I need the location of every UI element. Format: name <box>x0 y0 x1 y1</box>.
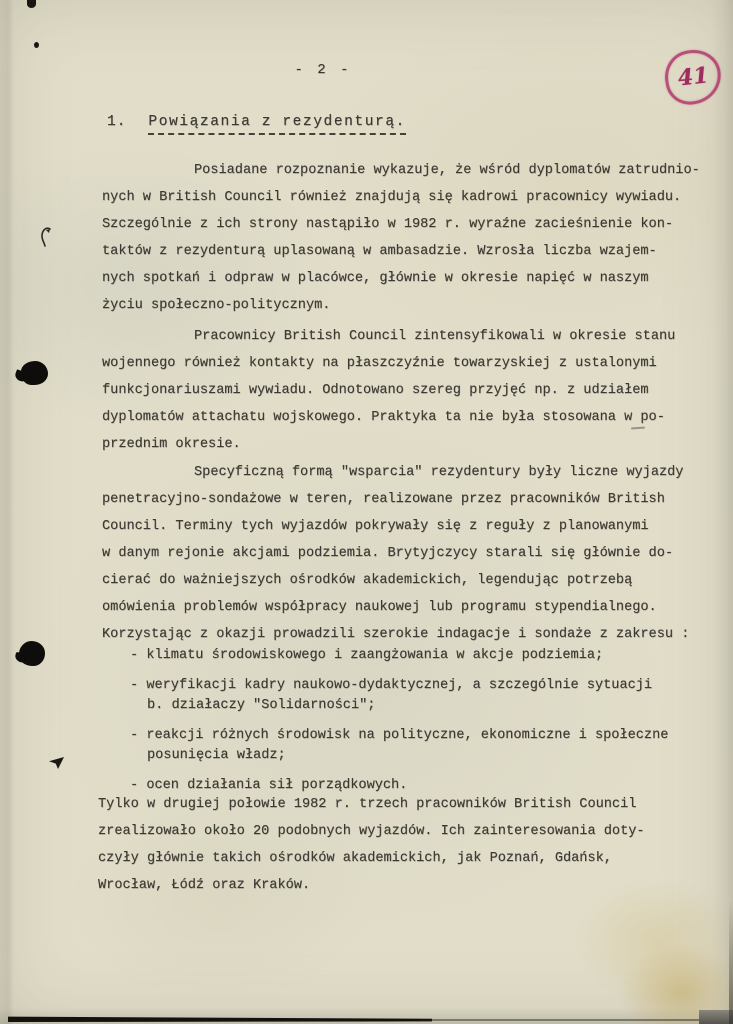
text-line: czyły głównie takich ośrodków akademickich, jak Poznań, Gdańsk, <box>98 851 612 866</box>
paragraph-1 <box>102 157 702 319</box>
text-line: - ocen działania sił porządkowych. <box>130 778 408 793</box>
bullet-list <box>130 646 710 806</box>
text-line: Szczególnie z ich strony nastąpiło w 1982 r. wyraźne zacieśnienie kon- <box>102 217 674 232</box>
text-line: Specyficzną formą "wsparcia" rezydentury były liczne wyjazdy <box>194 465 684 480</box>
text-line: Korzystając z okazji prowadzili szerokie indagacje i sondaże z zakresu : <box>102 627 690 642</box>
text-line: dyplomatów attachatu wojskowego. Praktyka ta nie była stosowana w po- <box>102 410 665 425</box>
text-line: b. działaczy "Solidarności"; <box>147 698 376 713</box>
archive-stamp-number: 41 <box>676 62 710 92</box>
text-line: w danym rejonie akcjami podziemia. Brytyjczycy starali się głównie do- <box>102 546 674 561</box>
section-number: 1. <box>107 114 127 130</box>
text-line: posunięcia władz; <box>147 748 286 763</box>
ink-speck <box>27 0 36 8</box>
list-item <box>130 726 710 766</box>
ink-blot <box>21 361 48 385</box>
text-line: - reakcji różnych środowisk na polityczne, ekonomiczne i społeczne <box>130 728 669 743</box>
text-line: penetracyjno-sondażowe w teren, realizowane przez pracowników British <box>102 492 665 507</box>
scan-corner-shadow <box>699 1010 733 1024</box>
paragraph-2 <box>102 323 702 458</box>
page-number: - 2 - <box>294 62 352 78</box>
margin-arrow-mark <box>49 757 64 769</box>
ink-blot <box>19 641 45 666</box>
section-heading <box>107 114 406 135</box>
text-line: zrealizowało około 20 podobnych wyjazdów. Ich zainteresowania doty- <box>98 824 645 839</box>
text-line: nych spotkań i odpraw w placówce, głównie w okresie napięć w naszym <box>102 271 649 286</box>
closing-paragraph <box>98 791 698 899</box>
text-line: nych w British Council również znajdują się kadrowi pracownicy wywiadu. <box>102 190 682 205</box>
text-line: - klimatu środowiskowego i zaangżowania w akcje podziemia; <box>130 648 604 663</box>
section-title: Powiązania z rezydenturą. <box>148 114 406 135</box>
text-line: Tylko w drugiej połowie 1982 r. trzech pracowników British Council <box>98 797 637 812</box>
text-line: - weryfikacji kadry naukowo-dydaktycznej, a szczególnie sytuacji <box>130 678 653 693</box>
text-line: wojennego również kontakty na płaszczyźnie towarzyskiej z ustalonymi <box>102 356 657 371</box>
list-item <box>130 676 710 716</box>
margin-pen-mark <box>36 227 56 258</box>
ink-speck <box>34 42 39 48</box>
text-line: Council. Terminy tych wyjazdów pokrywały się z reguły z planowanymi <box>102 519 649 534</box>
text-line: przednim okresie. <box>102 437 241 452</box>
scan-edge-shadow <box>729 900 733 1024</box>
text-line: życiu społeczno-politycznym. <box>102 298 331 313</box>
text-line: Pracownicy British Council zintensyfikowali w okresie stanu <box>194 329 676 344</box>
text-line: taktów z rezydenturą uplasowaną w ambasadzie. Wzrosła liczba wzajem- <box>102 244 657 259</box>
scan-edge-band <box>8 1016 432 1022</box>
text-line: Wrocław, Łódź oraz Kraków. <box>98 878 311 893</box>
archive-stamp-circle <box>661 46 726 109</box>
list-item <box>130 646 710 666</box>
text-line: omówienia problemów współpracy naukowej lub programu stypendialnego. <box>102 600 657 615</box>
text-line: Posiadane rozpoznanie wykazuje, że wśród dyplomatów zatrudnio- <box>194 163 700 178</box>
scan-edge-band <box>420 1019 710 1021</box>
paragraph-3 <box>102 459 702 648</box>
text-line: cierać do ważniejszych ośrodków akademickich, legendując potrzebą <box>102 573 633 588</box>
text-line: funkcjonariuszami wywiadu. Odnotowano szereg przyjęć np. z udziałem <box>102 383 649 398</box>
